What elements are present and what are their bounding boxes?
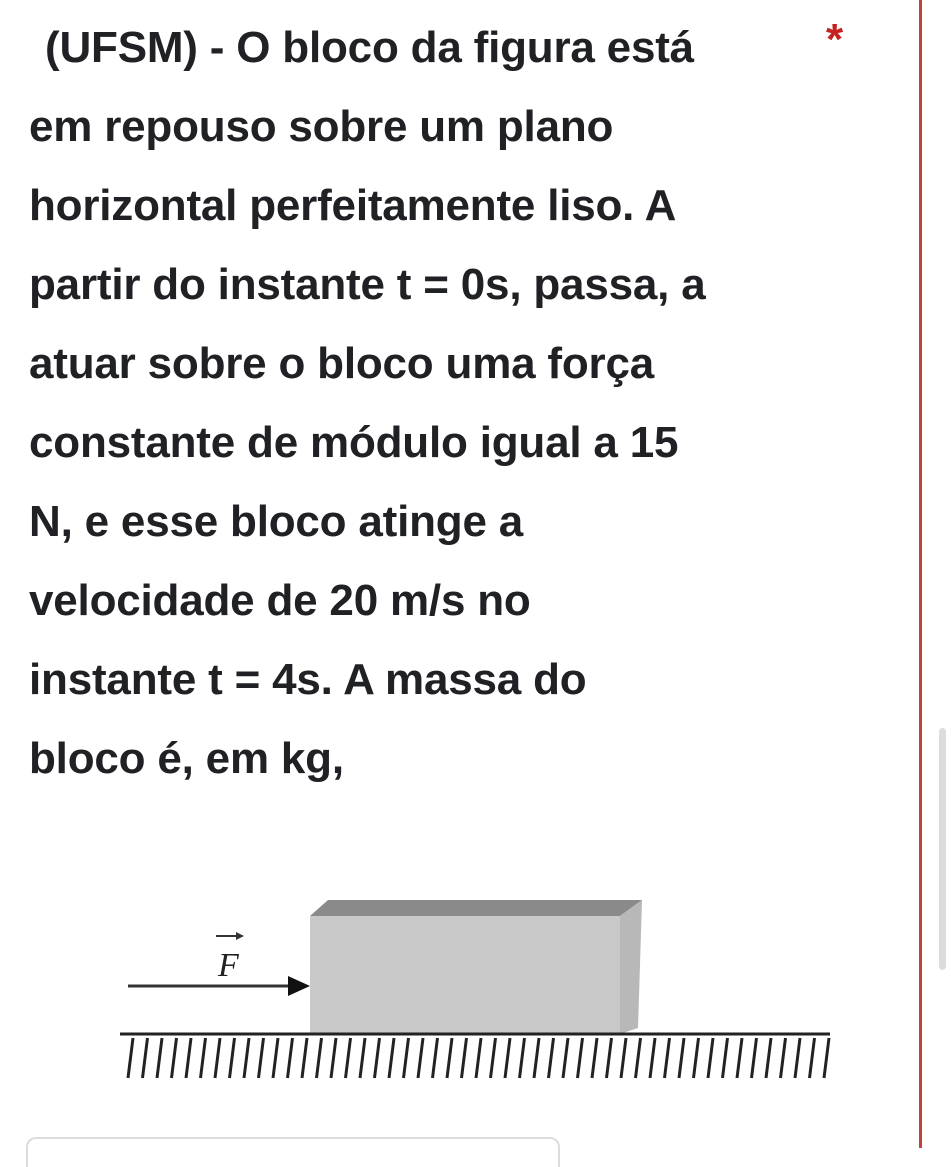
ground-hatch-line — [824, 1038, 829, 1078]
required-marker: * — [826, 15, 844, 64]
ground-hatch-line — [665, 1038, 670, 1078]
ground-hatch-line — [404, 1038, 409, 1078]
card-border — [919, 0, 922, 1148]
ground-hatch-line — [636, 1038, 641, 1078]
ground-hatch-line — [534, 1038, 539, 1078]
ground-hatch-line — [418, 1038, 423, 1078]
ground-hatch-line — [230, 1038, 235, 1078]
ground-hatch-line — [737, 1038, 742, 1078]
ground-hatch-line — [375, 1038, 380, 1078]
question-title-line: instante t = 4s. A massa do — [29, 655, 587, 704]
ground-hatch-line — [520, 1038, 525, 1078]
question-title-line: velocidade de 20 m/s no — [29, 576, 531, 625]
question-title-line: (UFSM) - O bloco da figura está — [45, 23, 694, 72]
scrollbar-thumb[interactable] — [939, 728, 946, 970]
question-title-line: atuar sobre o bloco uma força — [29, 339, 655, 388]
ground-hatch-line — [244, 1038, 249, 1078]
ground-hatch-line — [563, 1038, 568, 1078]
ground-hatch-line — [433, 1038, 438, 1078]
ground-hatch-line — [273, 1038, 278, 1078]
ground-hatch-line — [578, 1038, 583, 1078]
ground-hatch-line — [650, 1038, 655, 1078]
ground-hatch-line — [143, 1038, 148, 1078]
ground-hatch-line — [201, 1038, 206, 1078]
ground-hatch-line — [346, 1038, 351, 1078]
question-title-line: constante de módulo igual a 15 — [29, 418, 679, 467]
ground-hatch-line — [331, 1038, 336, 1078]
force-arrow-head — [288, 976, 310, 996]
ground-hatch-line — [766, 1038, 771, 1078]
ground-hatch-line — [302, 1038, 307, 1078]
ground-hatch-line — [128, 1038, 133, 1078]
question-title-line: em repouso sobre um plano — [29, 102, 614, 151]
ground-hatch-line — [795, 1038, 800, 1078]
ground-hatch-line — [215, 1038, 220, 1078]
ground-hatch-line — [592, 1038, 597, 1078]
ground-hatch-line — [172, 1038, 177, 1078]
ground-hatch-line — [389, 1038, 394, 1078]
ground-hatch-line — [752, 1038, 757, 1078]
question-title-line: bloco é, em kg, — [29, 734, 344, 783]
ground-hatch-line — [708, 1038, 713, 1078]
answer-input-box[interactable] — [26, 1137, 560, 1167]
ground-hatch-line — [491, 1038, 496, 1078]
ground-hatch-line — [549, 1038, 554, 1078]
ground-hatch-line — [694, 1038, 699, 1078]
ground-hatch-line — [259, 1038, 264, 1078]
ground-hatching — [128, 1038, 829, 1078]
question-title — [29, 8, 819, 798]
force-vector-bar-head — [236, 932, 244, 940]
ground-hatch-line — [679, 1038, 684, 1078]
ground-hatch-line — [810, 1038, 815, 1078]
ground-hatch-line — [505, 1038, 510, 1078]
ground-hatch-line — [723, 1038, 728, 1078]
force-label: F — [218, 947, 239, 984]
ground-hatch-line — [462, 1038, 467, 1078]
ground-hatch-line — [317, 1038, 322, 1078]
question-title-line: partir do instante t = 0s, passa, a — [29, 260, 706, 309]
question-title-line: N, e esse bloco atinge a — [29, 497, 524, 546]
block-top-face — [310, 900, 642, 916]
question-figure — [120, 890, 840, 1090]
ground-hatch-line — [360, 1038, 365, 1078]
block-front-face — [310, 916, 620, 1034]
ground-hatch-line — [781, 1038, 786, 1078]
ground-hatch-line — [476, 1038, 481, 1078]
ground-hatch-line — [288, 1038, 293, 1078]
ground-hatch-line — [607, 1038, 612, 1078]
ground-hatch-line — [621, 1038, 626, 1078]
question-title-line: horizontal perfeitamente liso. A — [29, 181, 677, 230]
ground-hatch-line — [186, 1038, 191, 1078]
block-side-face — [620, 900, 642, 1034]
ground-hatch-line — [447, 1038, 452, 1078]
ground-hatch-line — [157, 1038, 162, 1078]
